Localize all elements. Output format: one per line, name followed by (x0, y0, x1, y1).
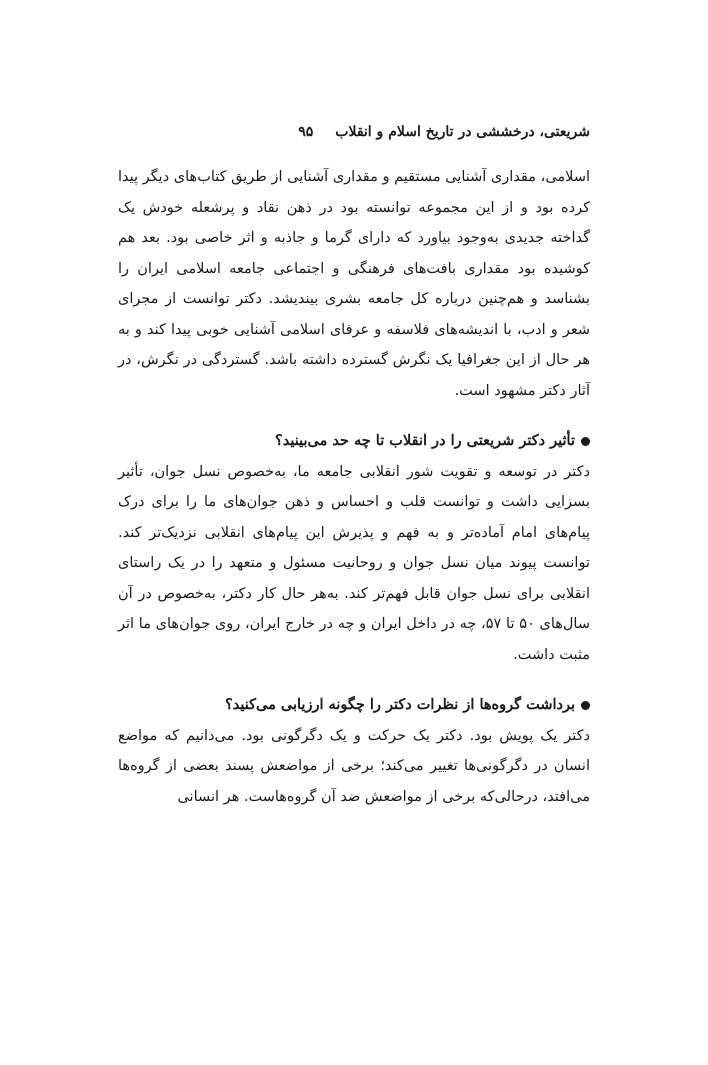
interview-question (118, 690, 590, 721)
question-text: تأثیر دکتر شریعتی را در انقلاب تا چه حد می‌بینید؟ (275, 432, 575, 449)
bullet-icon (581, 701, 590, 710)
page-number: ۹۵ (298, 124, 314, 140)
interview-question (118, 426, 590, 457)
body-text (118, 162, 590, 812)
question-text: برداشت گروه‌ها از نظرات دکتر را چگونه ارزیابی می‌کنید؟ (225, 696, 575, 713)
paragraph: اسلامی، مقداری آشنایی مستقیم و مقداری آشنایی از طریق کتاب‌های دیگر پیدا کرده بود و از این مجموعه توانسته بود در ذهن نقاد و پرشعله خودش یک گداخته جدیدی به‌وجود بیاورد که دارای گرما و جاذبه و اثر خاصی بود. بعد هم کوشیده بود مقداری بافت‌های فرهنگی و اجتماعی جامعه اسلامی ایران را بشناسد و هم‌چنین درباره کل جامعه بشری بیندیشد. دکتر توانست از مجرای شعر و ادب، با اندیشه‌های فلاسفه و عرفای اسلامی آشنایی خوبی پیدا کند و به هر حال از این جغرافیا یک نگرش گسترده داشته باشد. گستردگی در نگرش، در آثار دکتر مشهود است. (118, 169, 590, 399)
bullet-icon (581, 437, 590, 446)
answer-paragraph: دکتر در توسعه و تقویت شور انقلابی جامعه ما، به‌خصوص نسل جوان، تأثیر بسزایی داشت و توانست قلب و احساس و ذهن جوان‌های ما را برای درک پیام‌های امام آماده‌تر و به فهم و پذیرش این پیام‌های انقلابی نزدیک‌تر کند. توانست پیوند میان نسل جوان و روحانیت مسئول و متعهد را در یک راستای انقلابی برای نسل جوان قابل فهم‌تر کند. به‌هر حال کار دکتر، به‌خصوص در آن سال‌های ۵۰ تا ۵۷، چه در داخل ایران و چه در خارج ایران، روی جوان‌های ما اثر مثبت داشت. (118, 463, 591, 663)
page-header (118, 120, 590, 144)
running-title: شریعتی، درخششی در تاریخ اسلام و انقلاب (335, 124, 590, 140)
answer-paragraph: دکتر یک پویش بود. دکتر یک حرکت و یک دگرگونی بود. می‌دانیم که مواضع انسان در دگرگونی‌ها تغییر می‌کند؛ برخی از مواضعش پسند بعضی از گروه‌ها می‌افتد، درحالی‌که برخی از مواضعش ضد آن گروه‌هاست. هر انسانی (118, 727, 590, 805)
